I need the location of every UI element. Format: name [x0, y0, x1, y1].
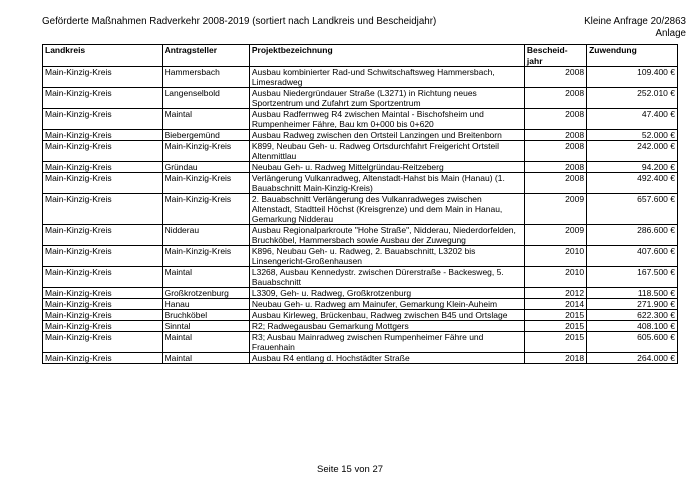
cell-landkreis: Main-Kinzig-Kreis [43, 246, 163, 267]
cell-landkreis: Main-Kinzig-Kreis [43, 267, 163, 288]
cell-landkreis: Main-Kinzig-Kreis [43, 194, 163, 225]
table-row [43, 194, 678, 225]
cell-projekt: Neubau Geh- u. Radweg Mittelgründau-Reitzeberg [249, 162, 524, 173]
cell-antragsteller: Main-Kinzig-Kreis [162, 173, 249, 194]
cell-jahr: 2009 [524, 194, 586, 225]
cell-landkreis: Main-Kinzig-Kreis [43, 109, 163, 130]
table-row [43, 109, 678, 130]
cell-zuwendung: 271.900 € [587, 299, 678, 310]
reference-attachment: Anlage [655, 28, 686, 39]
table-row [43, 130, 678, 141]
cell-landkreis: Main-Kinzig-Kreis [43, 225, 163, 246]
table-row [43, 246, 678, 267]
cell-zuwendung: 252.010 € [587, 88, 678, 109]
column-header-landkreis: Landkreis [43, 45, 163, 67]
cell-projekt: R2; Radwegausbau Gemarkung Mottgers [249, 321, 524, 332]
cell-projekt: Ausbau Kirleweg, Brückenbau, Radweg zwischen B45 und Ortslage [249, 310, 524, 321]
cell-landkreis: Main-Kinzig-Kreis [43, 299, 163, 310]
cell-antragsteller: Gründau [162, 162, 249, 173]
reference-block [584, 16, 686, 40]
cell-antragsteller: Sinntal [162, 321, 249, 332]
column-header-zuwendung: Zuwendung [587, 45, 678, 67]
reference-number: Kleine Anfrage 20/2863 [584, 16, 686, 27]
cell-jahr: 2015 [524, 332, 586, 353]
cell-antragsteller: Biebergemünd [162, 130, 249, 141]
table-row [43, 321, 678, 332]
cell-jahr: 2015 [524, 310, 586, 321]
cell-zuwendung: 408.100 € [587, 321, 678, 332]
funding-table [42, 44, 678, 364]
cell-jahr: 2008 [524, 67, 586, 88]
cell-projekt: Ausbau Regionalparkroute "Hohe Straße", Nidderau, Niederdorfelden, Bruchköbel, Hammersbach sowie Ausbau der Zuwegung [249, 225, 524, 246]
cell-jahr: 2008 [524, 88, 586, 109]
cell-landkreis: Main-Kinzig-Kreis [43, 88, 163, 109]
cell-zuwendung: 109.400 € [587, 67, 678, 88]
cell-zuwendung: 622.300 € [587, 310, 678, 321]
page-number: Seite 15 von 27 [316, 464, 384, 475]
cell-antragsteller: Maintal [162, 332, 249, 353]
table-header-row [43, 45, 678, 67]
cell-jahr: 2008 [524, 162, 586, 173]
cell-zuwendung: 118.500 € [587, 288, 678, 299]
cell-jahr: 2009 [524, 225, 586, 246]
column-header-projekt: Projektbezeichnung [249, 45, 524, 67]
cell-zuwendung: 657.600 € [587, 194, 678, 225]
table-row [43, 173, 678, 194]
cell-antragsteller: Nidderau [162, 225, 249, 246]
cell-landkreis: Main-Kinzig-Kreis [43, 173, 163, 194]
cell-antragsteller: Langenselbold [162, 88, 249, 109]
cell-projekt: Ausbau Radfernweg R4 zwischen Maintal - Bischofsheim und Rumpenheimer Fähre, Bau km 0+000 bis 0+620 [249, 109, 524, 130]
cell-jahr: 2008 [524, 173, 586, 194]
cell-landkreis: Main-Kinzig-Kreis [43, 67, 163, 88]
cell-landkreis: Main-Kinzig-Kreis [43, 310, 163, 321]
table-body [43, 67, 678, 364]
cell-jahr: 2008 [524, 141, 586, 162]
cell-projekt: 2. Bauabschnitt Verlängerung des Vulkanradweges zwischen Altenstadt, Stadtteil Höchst (Kreisgrenze) und dem Main in Hanau, Gemarkung Nidderau [249, 194, 524, 225]
cell-antragsteller: Bruchköbel [162, 310, 249, 321]
cell-projekt: Ausbau R4 entlang d. Hochstädter Straße [249, 353, 524, 364]
document-title: Geförderte Maßnahmen Radverkehr 2008-2019 (sortiert nach Landkreis und Bescheidjahr) [42, 16, 437, 27]
cell-jahr: 2012 [524, 288, 586, 299]
cell-zuwendung: 605.600 € [587, 332, 678, 353]
cell-jahr: 2018 [524, 353, 586, 364]
cell-landkreis: Main-Kinzig-Kreis [43, 130, 163, 141]
table-row [43, 288, 678, 299]
cell-antragsteller: Maintal [162, 109, 249, 130]
table-row [43, 299, 678, 310]
cell-landkreis: Main-Kinzig-Kreis [43, 353, 163, 364]
cell-jahr: 2010 [524, 246, 586, 267]
cell-projekt: Neubau Geh- u. Radweg am Mainufer, Gemarkung Klein-Auheim [249, 299, 524, 310]
cell-zuwendung: 242.000 € [587, 141, 678, 162]
cell-projekt: Ausbau Radweg zwischen den Ortsteil Lanzingen und Breitenborn [249, 130, 524, 141]
cell-projekt: L3309, Geh- u. Radweg, Großkrotzenburg [249, 288, 524, 299]
cell-jahr: 2008 [524, 130, 586, 141]
table-row [43, 67, 678, 88]
cell-zuwendung: 52.000 € [587, 130, 678, 141]
table-row [43, 225, 678, 246]
cell-antragsteller: Main-Kinzig-Kreis [162, 194, 249, 225]
cell-projekt: Ausbau kombinierter Rad-und Schwitschaftsweg Hammersbach, Limesradweg [249, 67, 524, 88]
column-header-jahr [524, 45, 586, 67]
cell-zuwendung: 47.400 € [587, 109, 678, 130]
table-row [43, 88, 678, 109]
cell-landkreis: Main-Kinzig-Kreis [43, 321, 163, 332]
cell-projekt: K899, Neubau Geh- u. Radweg Ortsdurchfahrt Freigericht Ortsteil Altenmittlau [249, 141, 524, 162]
cell-antragsteller: Großkrotzenburg [162, 288, 249, 299]
cell-landkreis: Main-Kinzig-Kreis [43, 162, 163, 173]
cell-zuwendung: 94.200 € [587, 162, 678, 173]
table-row [43, 332, 678, 353]
column-header-jahr-line2: jahr [526, 55, 543, 66]
cell-jahr: 2008 [524, 109, 586, 130]
cell-zuwendung: 286.600 € [587, 225, 678, 246]
table-row [43, 267, 678, 288]
column-header-antragsteller: Antragsteller [162, 45, 249, 67]
cell-landkreis: Main-Kinzig-Kreis [43, 141, 163, 162]
cell-antragsteller: Hanau [162, 299, 249, 310]
cell-antragsteller: Maintal [162, 353, 249, 364]
table-row [43, 162, 678, 173]
cell-antragsteller: Hammersbach [162, 67, 249, 88]
cell-landkreis: Main-Kinzig-Kreis [43, 288, 163, 299]
cell-zuwendung: 264.000 € [587, 353, 678, 364]
cell-jahr: 2010 [524, 267, 586, 288]
cell-zuwendung: 167.500 € [587, 267, 678, 288]
cell-jahr: 2014 [524, 299, 586, 310]
cell-projekt: Verlängerung Vulkanradweg, Altenstadt-Hahst bis Main (Hanau) (1. Bauabschnitt Main-Kinzig-Kreis) [249, 173, 524, 194]
cell-projekt: R3; Ausbau Mainradweg zwischen Rumpenheimer Fähre und Frauenhain [249, 332, 524, 353]
cell-projekt: L3268, Ausbau Kennedystr. zwischen Dürerstraße - Backesweg, 5. Bauabschnitt [249, 267, 524, 288]
cell-landkreis: Main-Kinzig-Kreis [43, 332, 163, 353]
cell-projekt: Ausbau Niedergründauer Straße (L3271) in Richtung neues Sportzentrum und Zufahrt zum Sportzentrum [249, 88, 524, 109]
table-row [43, 141, 678, 162]
cell-zuwendung: 407.600 € [587, 246, 678, 267]
cell-zuwendung: 492.400 € [587, 173, 678, 194]
cell-antragsteller: Maintal [162, 267, 249, 288]
cell-projekt: K896, Neubau Geh- u. Radweg, 2. Bauabschnitt, L3202 bis Linsengericht-Großenhausen [249, 246, 524, 267]
cell-jahr: 2015 [524, 321, 586, 332]
table-row [43, 353, 678, 364]
cell-antragsteller: Main-Kinzig-Kreis [162, 141, 249, 162]
column-header-jahr-line1: Bescheid- [526, 45, 568, 55]
table-row [43, 310, 678, 321]
cell-antragsteller: Main-Kinzig-Kreis [162, 246, 249, 267]
